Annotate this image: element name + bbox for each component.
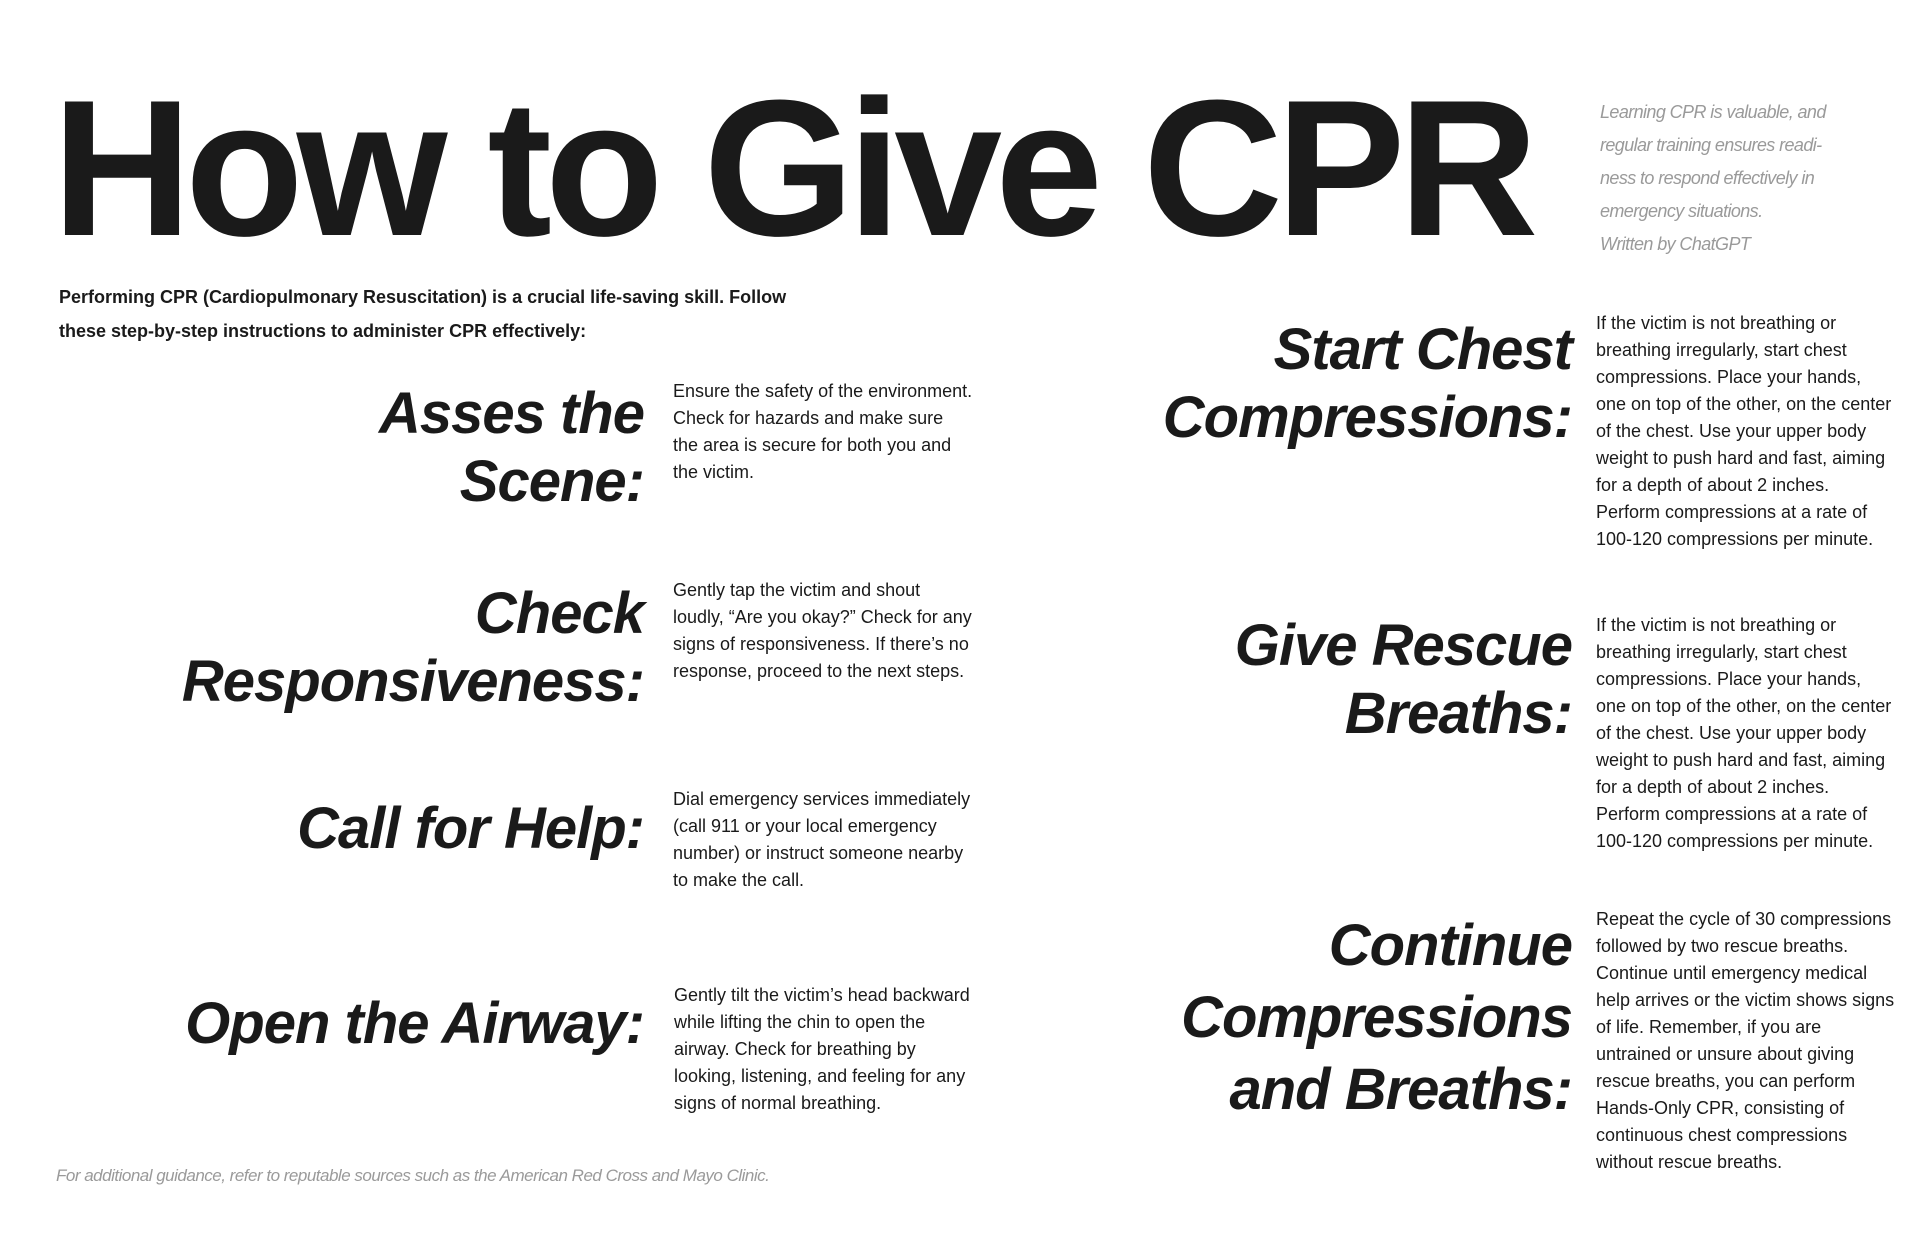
step-body-call-for-help: Dial emergency services immediately (call 911 or your local emergency number) or instruct someone nearby to make the call.	[673, 789, 971, 890]
step-body-open-airway: Gently tilt the victim’s head backward while lifting the chin to open the airway. Check for breathing by looking, listening, and feeling for any signs of normal breathing.	[674, 985, 970, 1113]
step-heading-check-responsiveness	[182, 580, 644, 716]
step-heading-line: Responsiveness:	[181, 649, 644, 714]
sidenote-line: ness to respond effectively in	[1600, 168, 1815, 188]
page-title: How to Give CPR	[52, 60, 1532, 277]
step-heading-assess-scene	[379, 380, 644, 516]
step-body-assess-scene: Ensure the safety of the environment. Check for hazards and make sure the area is secure for both you and the victim.	[673, 381, 973, 482]
sidenote-line: emergency situations.	[1600, 201, 1763, 221]
sidenote-author: Written by ChatGPT	[1600, 234, 1751, 254]
sidenote-line: Learning CPR is valuable, and	[1600, 102, 1826, 122]
step-heading-line: Asses the	[378, 381, 644, 446]
sidenote	[1600, 96, 1832, 261]
sidenote-line: regular training ensures readi-	[1600, 135, 1822, 155]
step-heading-line: Breaths:	[1344, 681, 1572, 746]
step-heading-line: Compressions	[1181, 985, 1572, 1050]
step-heading-open-airway	[185, 990, 644, 1058]
footnote: For additional guidance, refer to reputable sources such as the American Red Cross and Mayo Clinic.	[56, 1166, 770, 1185]
step-body-rescue-breaths: If the victim is not breathing or breathing irregularly, start chest compressions. Place your hands, one on top of the other, on the center of the chest. Use your upper body weight to push hard and fast, aiming for a depth of about 2 inches. Perform compressions at a rate of 100-120 compressions per minute.	[1596, 615, 1892, 851]
step-heading-chest-compressions	[1163, 316, 1572, 452]
step-heading-line: Check	[474, 581, 644, 646]
step-heading-rescue-breaths	[1235, 612, 1572, 748]
step-heading-line: and Breaths:	[1229, 1057, 1572, 1122]
step-body-check-responsiveness: Gently tap the victim and shout loudly, “Are you okay?” Check for any signs of responsiveness. If there’s no response, proceed to the next steps.	[673, 580, 972, 681]
step-heading-line: Scene:	[459, 449, 644, 514]
step-heading-continue	[1181, 910, 1572, 1126]
intro-paragraph: Performing CPR (Cardiopulmonary Resuscitation) is a crucial life-saving skill. Follow these step-by-step instructions to administer CPR effectively:	[59, 287, 787, 341]
step-heading-call-for-help	[297, 795, 644, 863]
step-body-continue: Repeat the cycle of 30 compressions followed by two rescue breaths. Continue until emergency medical help arrives or the victim shows signs of life. Remember, if you are untrained or unsure about giving rescue breaths, you can perform Hands-Only CPR, consisting of continuous chest compressions without rescue breaths.	[1596, 909, 1895, 1172]
step-heading-line: Open the Airway:	[185, 991, 644, 1056]
step-heading-line: Call for Help:	[297, 796, 644, 861]
step-heading-line: Start Chest	[1273, 317, 1572, 382]
step-body-chest-compressions: If the victim is not breathing or breathing irregularly, start chest compressions. Place your hands, one on top of the other, on the center of the chest. Use your upper body weight to push hard and fast, aiming for a depth of about 2 inches. Perform compressions at a rate of 100-120 compressions per minute.	[1596, 313, 1892, 549]
step-heading-line: Give Rescue	[1234, 613, 1572, 678]
step-heading-line: Compressions:	[1162, 385, 1572, 450]
step-heading-line: Continue	[1328, 913, 1572, 978]
